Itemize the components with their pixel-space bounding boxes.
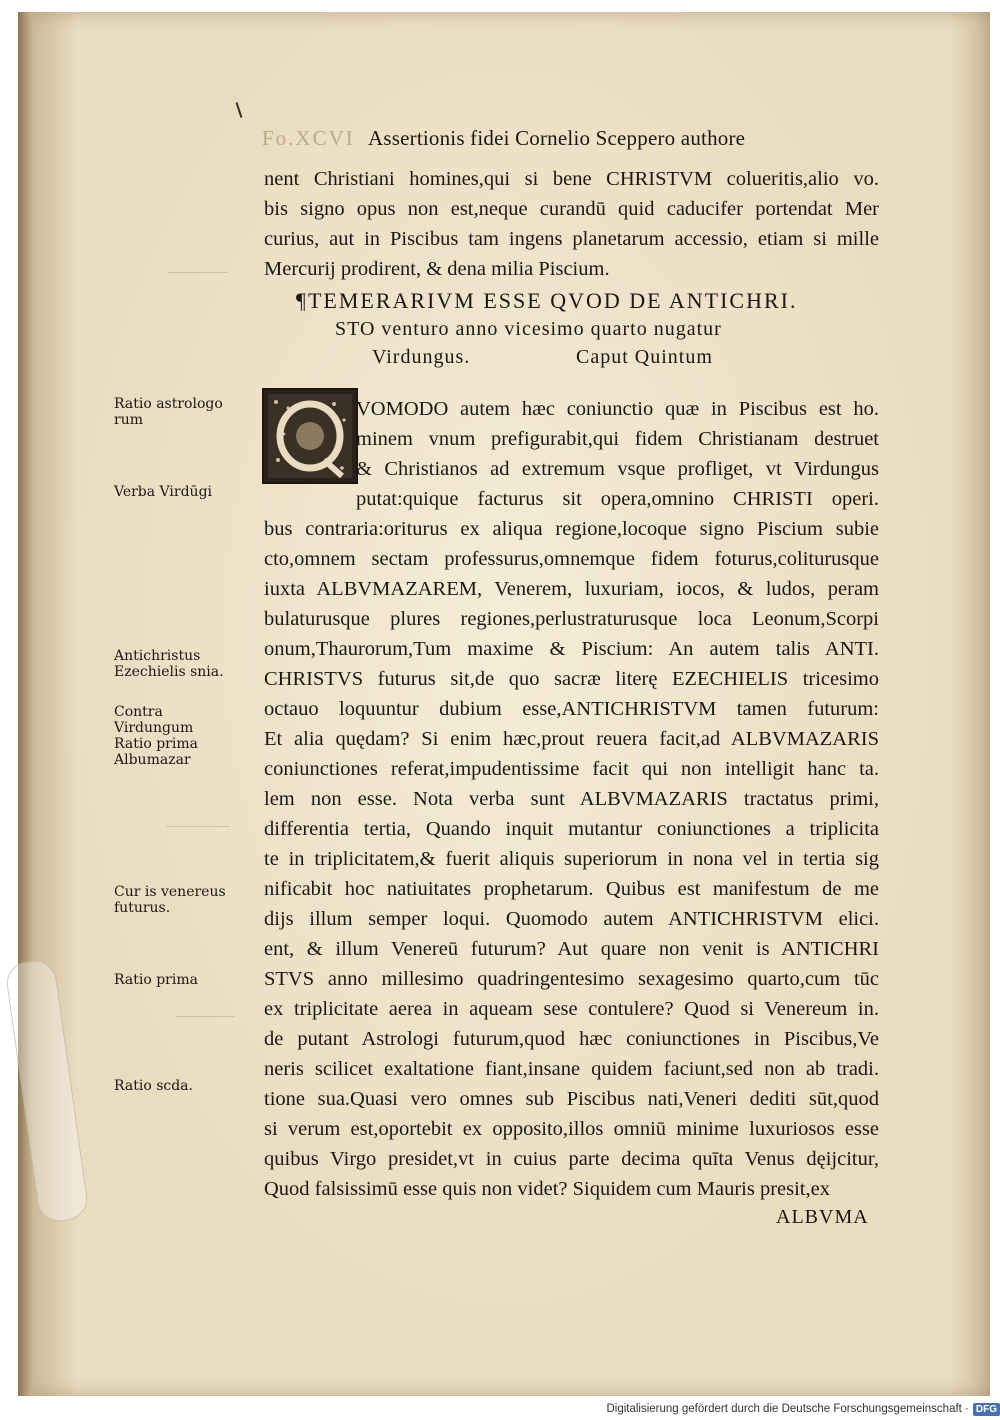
digitization-credit (605, 1400, 1000, 1418)
running-title: Assertionis fidei Cornelio Sceppero authore (368, 126, 746, 150)
text-line: STVS anno millesimo quadringentesimo sexagesimo quarto,cum tūc (264, 968, 879, 990)
text-line: CHRISTVS futurus sit,de quo sacræ literę EZECHIELIS tricesimo (264, 668, 879, 690)
text-line: neris scilicet exaltatione fiant,insane quidem faciunt,sed non ab tradi. (264, 1058, 879, 1080)
text-line: nent Christiani homines,qui si bene CHRISTVM colueritis,alio vo. (264, 168, 879, 190)
marginal-note: Ratio astrologo rum (114, 396, 223, 428)
chapter-heading-line1: ¶TEMERARIVM ESSE QVOD DE ANTICHRI. (296, 288, 798, 313)
show-through-mark (176, 1006, 234, 1017)
text-line: dijs illum semper loqui. Quomodo autem ANTICHRISTVM elici. (264, 908, 879, 930)
text-line: Et alia quędam? Si enim hæc,prout reuera facit,ad ALBVMAZARIS (264, 728, 879, 750)
text-line: tione sua.Quasi vero omnes sub Piscibus nati,Veneri dediti sūt,quod (264, 1088, 879, 1110)
initial-ornament-icon (264, 390, 356, 482)
marginal-note: Contra Virdungum (114, 704, 194, 736)
text-line: minem vnum prefigurabit,qui fidem Christianam destruet (356, 428, 879, 450)
chapter-heading-line3-right: Caput Quintum (576, 346, 713, 368)
text-line: nificabit hoc natiuitates prophetarum. Quibus est manifestum de me (264, 878, 879, 900)
chapter-heading-line3-left: Virdungus. (372, 346, 471, 368)
show-through-mark (168, 262, 228, 273)
marginal-note: Ratio scda. (114, 1078, 193, 1094)
marginal-note: Verba Virdūgi (114, 484, 213, 500)
marginal-note: Cur is venereus futurus. (114, 884, 226, 916)
dfg-logo-icon: DFG (973, 1403, 1000, 1416)
text-line: VOMODO autem hæc coniunctio quæ in Piscibus est ho. (356, 398, 879, 420)
marginal-note: Antichristus Ezechielis snia. (114, 648, 224, 680)
credit-text: Digitalisierung gefördert durch die Deutsche Forschungsgemeinschaft · (606, 1403, 969, 1415)
text-line: iuxta ALBVMAZAREM, Venerem, luxuriam, iocos, & ludos, peram (264, 578, 879, 600)
chapter-heading-line2: STO venturo anno vicesimo quarto nugatur (335, 318, 722, 340)
text-line: onum,Thaurorum,Tum maxime & Piscium: An autem talis ANTI. (264, 638, 879, 660)
text-line: bis signo opus non est,neque curandū quid caducifer portendat Mer (264, 198, 879, 220)
text-line: quibus Virgo presidet,vt in cuius parte decima quīta Venus dęijcitur, (264, 1148, 879, 1170)
pilcrow-icon: ¶ (296, 288, 308, 313)
text-line: de putant Astrologi futurum,quod hæc coniunctiones in Piscibus,Ve (264, 1028, 879, 1050)
text-line: bulaturusque plures regiones,perlustraturusque loca Leonum,Scorpi (264, 608, 879, 630)
text-line: ent, & illum Venereū futurum? Aut quare non venit is ANTICHRI (264, 938, 879, 960)
marginal-note: Ratio prima Albumazar (114, 736, 198, 768)
text-line: Quod falsissimū esse quis non videt? Siquidem cum Mauris presit,ex (264, 1178, 830, 1200)
text-line: octauo loquuntur dubium esse,ANTICHRISTVM tamen futurum: (264, 698, 879, 720)
text-line: te in triplicitatem,& fuerit aliquis superiorum in nona vel in tertia sig (264, 848, 879, 870)
show-through-mark (166, 816, 230, 827)
text-line: Mercurij prodirent, & dena milia Piscium. (264, 258, 610, 280)
decorated-initial (262, 388, 358, 484)
text-line: ex triplicitate aerea in aqueam sese contulere? Quod si Venereum in. (264, 998, 879, 1020)
catchword: ALBVMA (776, 1206, 869, 1228)
text-line: coniunctiones referat,impudentissime facit qui non intelligit hanc ta. (264, 758, 879, 780)
folio-number: Fo.XCVI (262, 126, 355, 150)
text-line: si verum est,oportebit ex opposito,illos omniū minime luxuriosos esse (264, 1118, 879, 1140)
page-gutter (18, 12, 32, 1396)
text-line: curius, aut in Piscibus tam ingens planetarum accessio, etiam si mille (264, 228, 879, 250)
text-line: differentia tertia, Quando inquit mutantur coniunctiones a triplicita (264, 818, 879, 840)
text-line: lem non esse. Nota verba sunt ALBVMAZARIS tractatus primi, (264, 788, 879, 810)
text-line: & Christianos ad extremum vsque profliget, vt Virdungus (356, 458, 879, 480)
text-line: putat:quique facturus sit opera,omnino CHRISTI operi. (356, 488, 879, 510)
marginal-note: Ratio prima (114, 972, 198, 988)
text-line: cto,omnem sectam professurus,omnemque fidem foturus,coliturusque (264, 548, 879, 570)
text-line: bus contraria:oriturus ex aliqua regione,locoque signo Piscium subie (264, 518, 879, 540)
